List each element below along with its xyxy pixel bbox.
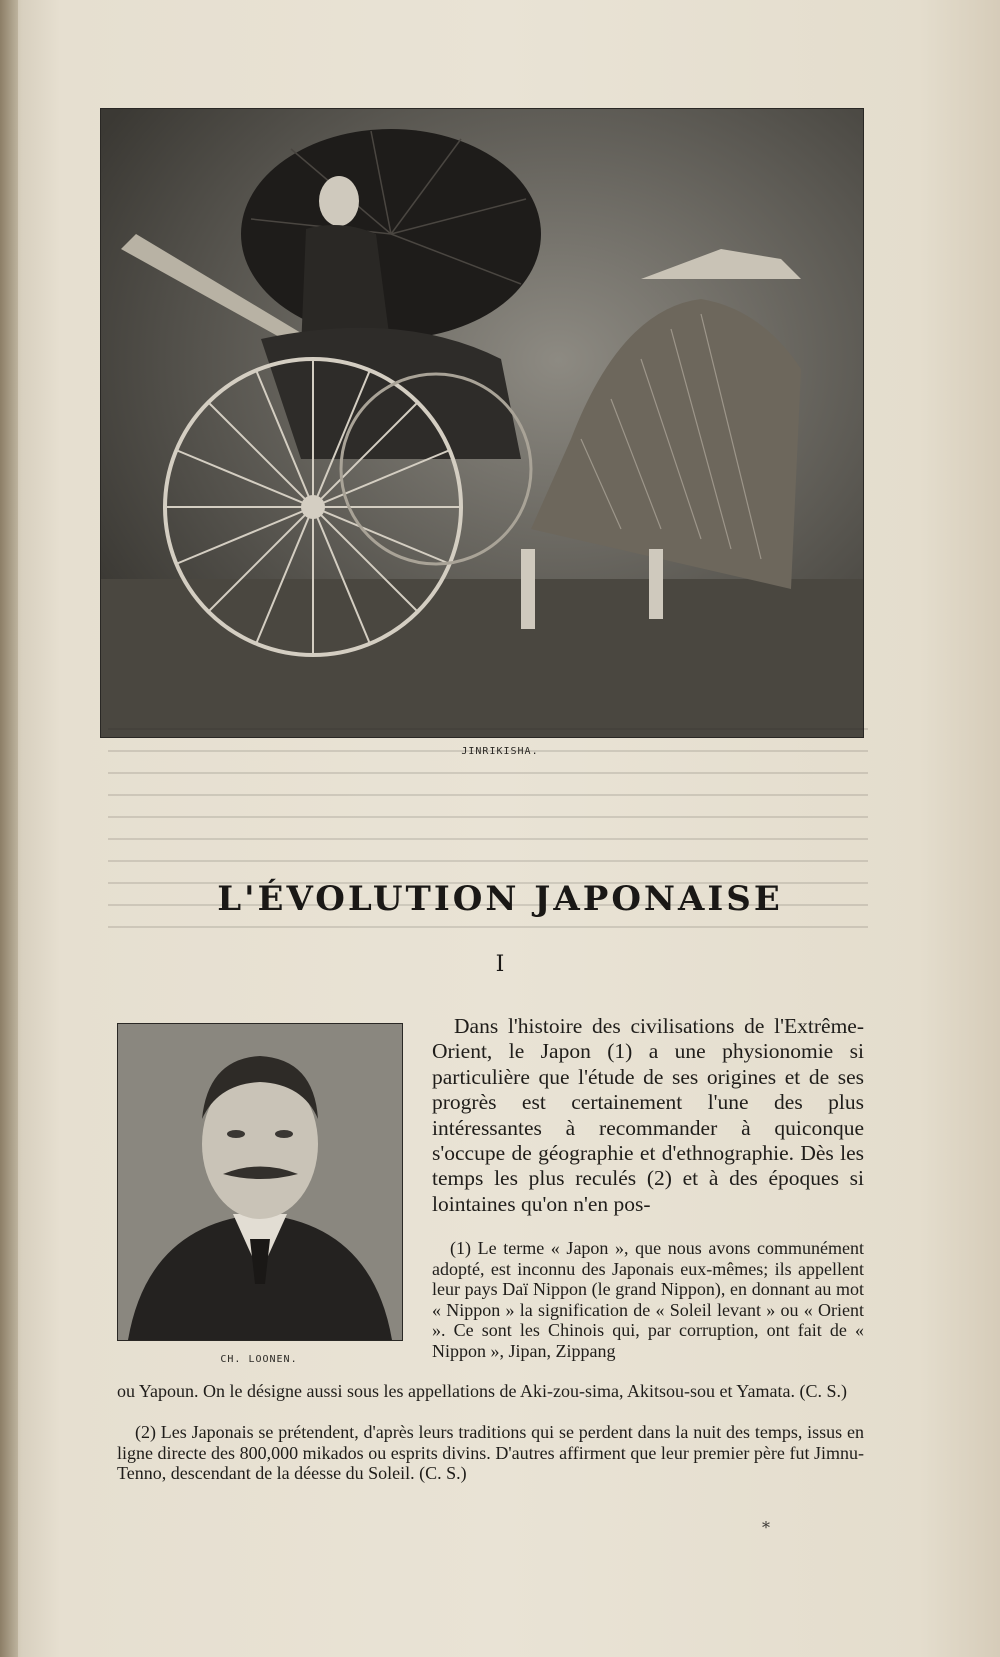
rickshaw-wheel	[165, 359, 461, 655]
article-title: L'ÉVOLUTION JAPONAISE	[217, 878, 783, 919]
footnote-1-continued: ou Yapoun. On le désigne aussi sous les appellations de Aki-zou-sima, Akitsou-sou et Yamata. (C. S.)	[117, 1381, 847, 1401]
section-number: I	[495, 952, 505, 977]
portrait-caption: CH. LOONEN.	[220, 1354, 298, 1365]
woman-face	[319, 176, 359, 226]
footnote-2: (2) Les Japonais se prétendent, d'après leurs traditions qui se perdent dans la nuit des temps, issus en ligne directe des 800,000 mikados ou esprits divins. D'autres affirment que leur premier père fut Jimnu-Tenno, descendant de la déesse du Soleil. (C. S.)	[117, 1422, 864, 1484]
jinrikisha-illustration	[101, 109, 863, 737]
book-spine-shadow	[0, 0, 18, 1657]
asterisk-ornament: *	[762, 1518, 770, 1537]
footnote-1: (1) Le terme « Japon », que nous avons communément adopté, est inconnu des Japonais eux-mêmes; ils appellent leur pays Daï Nippon (le grand Nippon), en donnant au mot « Nippon » la signification de « Soleil levant » ou « Orient ». Ce sont les Chinois qui, par corruption, ont fait de « Nippon », Jipan, Zippang	[432, 1238, 864, 1361]
article-body: Dans l'histoire des civilisations de l'Extrême-Orient, le Japon (1) a une physionomie si particulière que l'étude de ses origines et de ses progrès est certainement l'une des plus intéressantes à recommander à quiconque s'occupe de géographie et d'ethnographie. Dès les temps les plus reculés (2) et à des époques si lointaines qu'on n'en pos-	[432, 1014, 864, 1216]
loonen-portrait	[117, 1023, 403, 1341]
portrait-illustration	[118, 1024, 402, 1340]
jinrikisha-photo	[100, 108, 864, 738]
jinrikisha-caption: JINRIKISHA.	[461, 746, 539, 757]
